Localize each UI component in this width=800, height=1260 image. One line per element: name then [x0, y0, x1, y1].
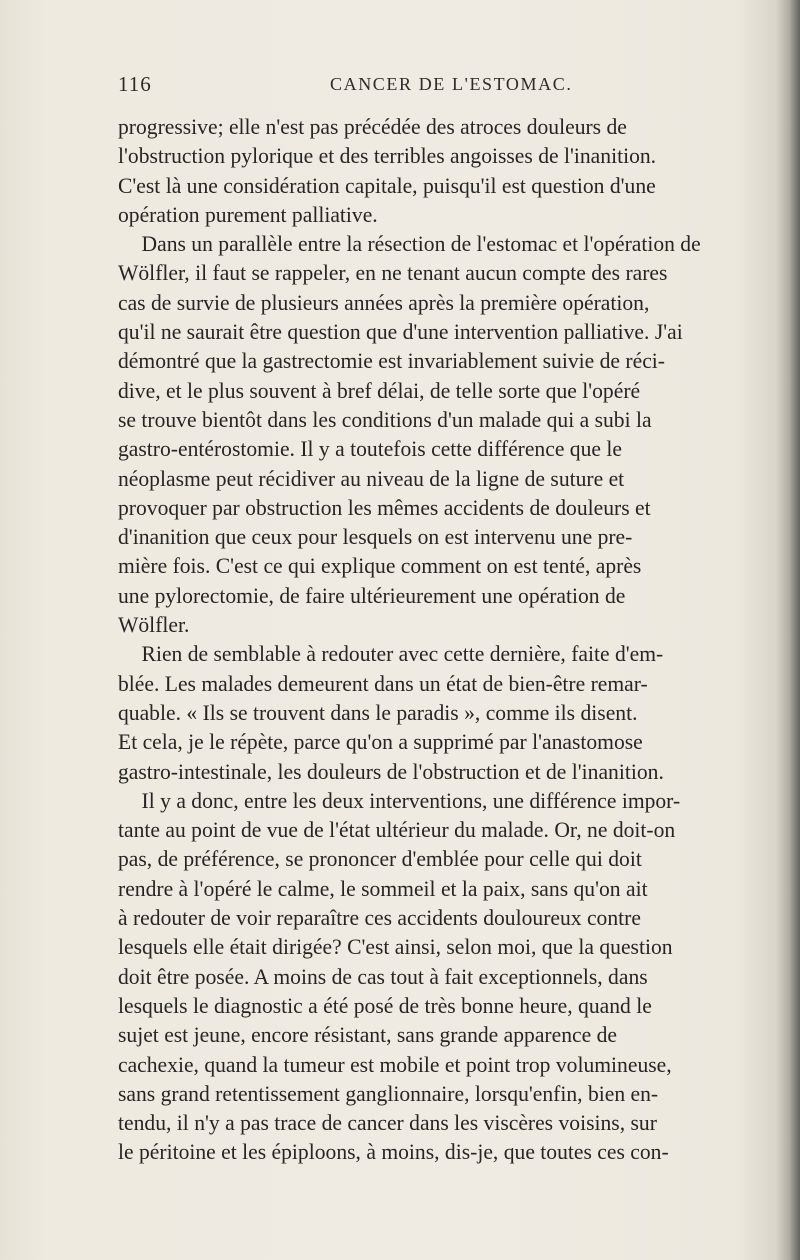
- text-line: rendre à l'opéré le calme, le sommeil et la paix, sans qu'on ait: [118, 875, 648, 901]
- text-line: une pylorectomie, de faire ultérieurement une opération de: [118, 582, 626, 608]
- text-line: pas, de préférence, se prononcer d'emblée pour celle qui doit: [118, 846, 642, 872]
- page-number: 116: [118, 72, 152, 96]
- text-line: le péritoine et les épiploons, à moins, dis-je, que toutes ces con-: [118, 1139, 669, 1165]
- page-edge-shadow: [790, 0, 800, 1260]
- text-line: se trouve bientôt dans les conditions d'un malade qui a subi la: [118, 406, 652, 432]
- text-line: cachexie, quand la tumeur est mobile et point trop volumineuse,: [118, 1051, 672, 1077]
- page-header: [118, 72, 758, 100]
- text-line: opération purement palliative.: [118, 201, 378, 227]
- running-title: CANCER DE L'ESTOMAC.: [330, 74, 573, 94]
- text-line: sans grand retentissement ganglionnaire, lorsqu'enfin, bien en-: [118, 1080, 659, 1106]
- paragraph-first-line: Rien de semblable à redouter avec cette dernière, faite d'em-: [141, 641, 664, 667]
- paragraph-first-line: Il y a donc, entre les deux interventions, une différence impor-: [141, 787, 681, 813]
- text-line: blée. Les malades demeurent dans un état de bien-être remar-: [118, 670, 648, 696]
- text-line: l'obstruction pylorique et des terribles angoisses de l'inanition.: [118, 143, 657, 169]
- text-line: tante au point de vue de l'état ultérieur du malade. Or, ne doit-on: [118, 817, 676, 843]
- text-line: mière fois. C'est ce qui explique comment on est tenté, après: [118, 553, 642, 579]
- text-line: qu'il ne saurait être question que d'une intervention palliative. J'ai: [118, 319, 683, 345]
- text-line: lesquels elle était dirigée? C'est ainsi, selon moi, que la question: [118, 934, 673, 960]
- text-line: cas de survie de plusieurs années après la première opération,: [118, 289, 650, 315]
- text-line: d'inanition que ceux pour lesquels on est intervenu une pre-: [118, 524, 633, 550]
- text-line: gastro-entérostomie. Il y a toutefois cette différence que le: [118, 436, 622, 462]
- text-line: quable. « Ils se trouvent dans le paradis », comme ils disent.: [118, 699, 638, 725]
- text-line: doit être posée. A moins de cas tout à fait exceptionnels, dans: [118, 963, 648, 989]
- paragraph-first-line: Dans un parallèle entre la résection de l'estomac et l'opération de: [141, 231, 701, 257]
- text-line: C'est là une considération capitale, puisqu'il est question d'une: [118, 172, 656, 198]
- text-line: lesquels le diagnostic a été posé de très bonne heure, quand le: [118, 992, 652, 1018]
- text-line: tendu, il n'y a pas trace de cancer dans les viscères voisins, sur: [118, 1110, 657, 1136]
- text-line: Et cela, je le répète, parce qu'on a supprimé par l'anastomose: [118, 729, 643, 755]
- text-line: Wölfler, il faut se rappeler, en ne tenant aucun compte des rares: [118, 260, 668, 286]
- text-line: Wölfler.: [118, 612, 190, 638]
- text-line: gastro-intestinale, les douleurs de l'obstruction et de l'inanition.: [118, 758, 664, 784]
- text-line: progressive; elle n'est pas précédée des atroces douleurs de: [118, 114, 627, 139]
- text-line: sujet est jeune, encore résistant, sans grande apparence de: [118, 1022, 617, 1048]
- text-line: à redouter de voir reparaître ces accidents douloureux contre: [118, 905, 641, 931]
- text-line: démontré que la gastrectomie est invariablement suivie de réci-: [118, 348, 665, 374]
- text-line: néoplasme peut récidiver au niveau de la ligne de suture et: [118, 465, 625, 491]
- body-text: [118, 112, 778, 1167]
- text-line: dive, et le plus souvent à bref délai, de telle sorte que l'opéré: [118, 377, 641, 403]
- text-line: provoquer par obstruction les mêmes accidents de douleurs et: [118, 494, 651, 520]
